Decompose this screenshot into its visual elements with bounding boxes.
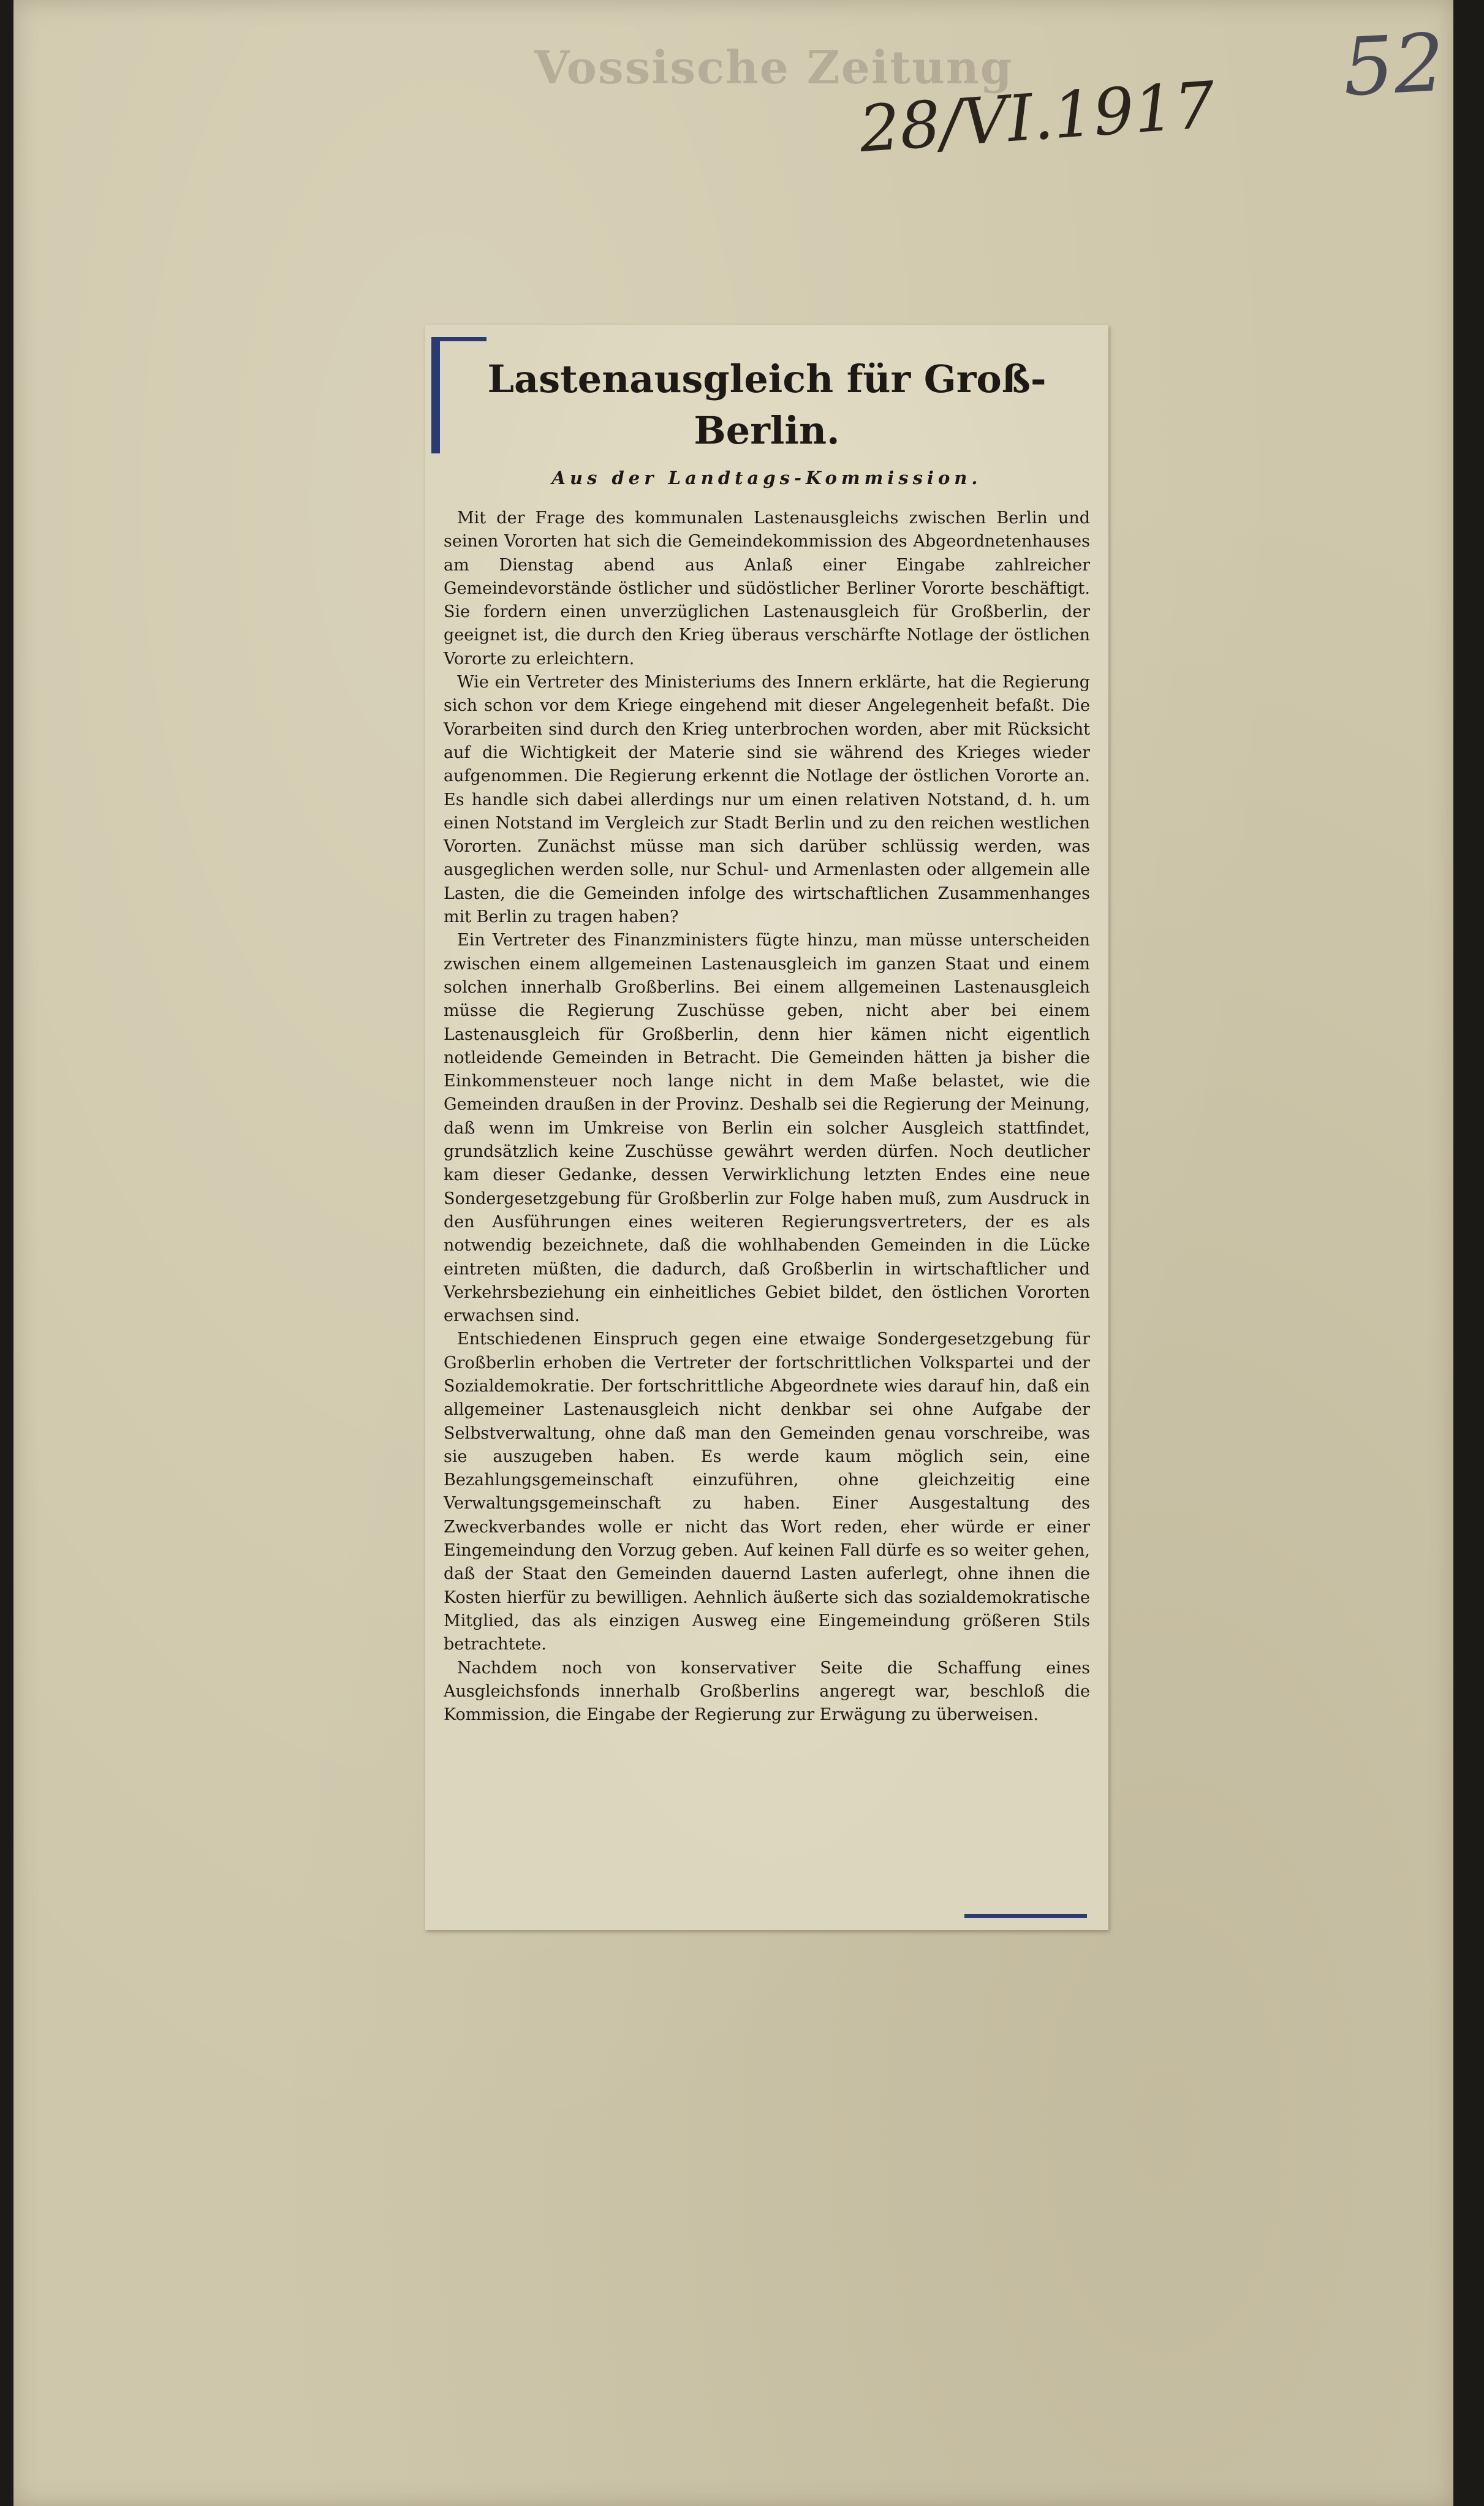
blue-pencil-mark-bottom [964,1914,1087,1918]
article-paragraph-3: Ein Vertreter des Finanzministers fügte hinzu, man müsse unterscheiden zwischen einem allgemeinen Lastenausgleich im ganzen Staat und einem solchen innerhalb Großberlins. Bei einem allgemeinen Lastenausgleich müsse die Regierung Zuschüsse geben, nicht aber bei einem Lastenausgleich für Großberlin, denn hier kämen nicht eigentlich notleidende Gemeinden in Betracht. Die Gemeinden hätten ja bisher die Einkommensteuer noch lange nicht in dem Maße belastet, wie die Gemeinden draußen in der Provinz. Deshalb sei die Regierung der Meinung, daß wenn im Umkreise von Berlin ein solcher Ausgleich stattfindet, grundsätzlich keine Zuschüsse gewährt werden dürfen. Noch deutlicher kam dieser Gedanke, dessen Verwirklichung letzten Endes eine neue Sondergesetzgebung für Großberlin zur Folge haben muß, zum Ausdruck in den Ausführungen eines weiteren Regierungsvertreters, der es als notwendig bezeichnete, daß die wohlhabenden Gemeinden in die Lücke eintreten müßten, die dadurch, daß Großberlin in wirtschaftlicher und Verkehrsbeziehung ein einheitliches Gebiet bildet, den östlichen Vororten erwachsen sind. [444,931,1090,1326]
article-headline: Lastenausgleich für Groß-Berlin. [487,357,1047,453]
article-paragraph-1: Mit der Frage des kommunalen Lastenausgleichs zwischen Berlin und seinen Vororten hat sich die Gemeindekommission des Abgeordnetenhauses am Dienstag abend aus Anlaß einer Eingabe zahlreicher Gemeindevorstände östlicher und südöstlicher Berliner Vororte beschäftigt. Sie fordern einen unverzüglichen Lastenausgleich für Großberlin, der geeignet ist, die durch den Krieg überaus verschärfte Notlage der östlichen Vororte zu erleichtern. [444,509,1090,668]
blue-pencil-mark [431,337,440,453]
article-paragraph-5: Nachdem noch von konservativer Seite die Schaffung eines Ausgleichsfonds innerhalb Großberlins angeregt war, beschloß die Kommission, die Eingabe der Regierung zur Erwägung zu überweisen. [444,1658,1090,1725]
handwritten-date: 28/VI.1917 [857,67,1217,167]
article-paragraph-4: Entschiedenen Einspruch gegen eine etwaige Sondergesetzgebung für Großberlin erhoben die Vertreter der fortschrittlichen Volkspartei und der Sozialdemokratie. Der fortschrittliche Abgeordnete wies darauf hin, daß ein allgemeiner Lastenausgleich nicht denkbar sei ohne Aufgabe der Selbstverwaltung, ohne daß man den Gemeinden genau vorschreibe, was sie auszugeben haben. Es werde kaum möglich sein, eine Bezahlungsgemeinschaft einzuführen, ohne gleichzeitig eine Verwaltungsgemeinschaft zu haben. Einer Ausgestaltung des Zweckverbandes wolle er nicht das Wort reden, eher würde er einer Eingemeindung den Vorzug geben. Auf keinen Fall dürfe es so weiter gehen, daß der Staat den Gemeinden dauernd Lasten auferlegt, ohne ihnen die Kosten hierfür zu bewilligen. Aehnlich äußerte sich das sozialdemokratische Mitglied, das als einzigen Ausweg eine Eingemeindung größeren Stils betrachtete. [444,1330,1090,1654]
handwritten-page-number: 52 [1341,15,1447,115]
article-subheadline: Aus der Landtags-Kommission. [551,468,982,488]
newspaper-clipping [425,325,1108,1930]
archive-sheet [13,0,1453,2506]
blue-pencil-mark-top [431,337,486,341]
newspaper-stamp: Vossische Zeitung [534,42,1013,94]
article-paragraph-2: Wie ein Vertreter des Ministeriums des Innern erklärte, hat die Regierung sich schon vor dem Kriege eingehend mit dieser Angelegenheit befaßt. Die Vorarbeiten sind durch den Krieg unterbrochen worden, aber mit Rücksicht auf die Wichtigkeit der Materie sind sie während des Krieges wieder aufgenommen. Die Regierung erkennt die Notlage der östlichen Vororte an. Es handle sich dabei allerdings nur um einen relativen Notstand, d. h. um einen Notstand im Vergleich zur Stadt Berlin und zu den reichen westlichen Vororten. Zunächst müsse man sich darüber schlüssig werden, was ausgeglichen werden solle, nur Schul- und Armenlasten oder allgemein alle Lasten, die die Gemeinden infolge des wirtschaftlichen Zusammenhanges mit Berlin zu tragen haben? [444,673,1090,927]
